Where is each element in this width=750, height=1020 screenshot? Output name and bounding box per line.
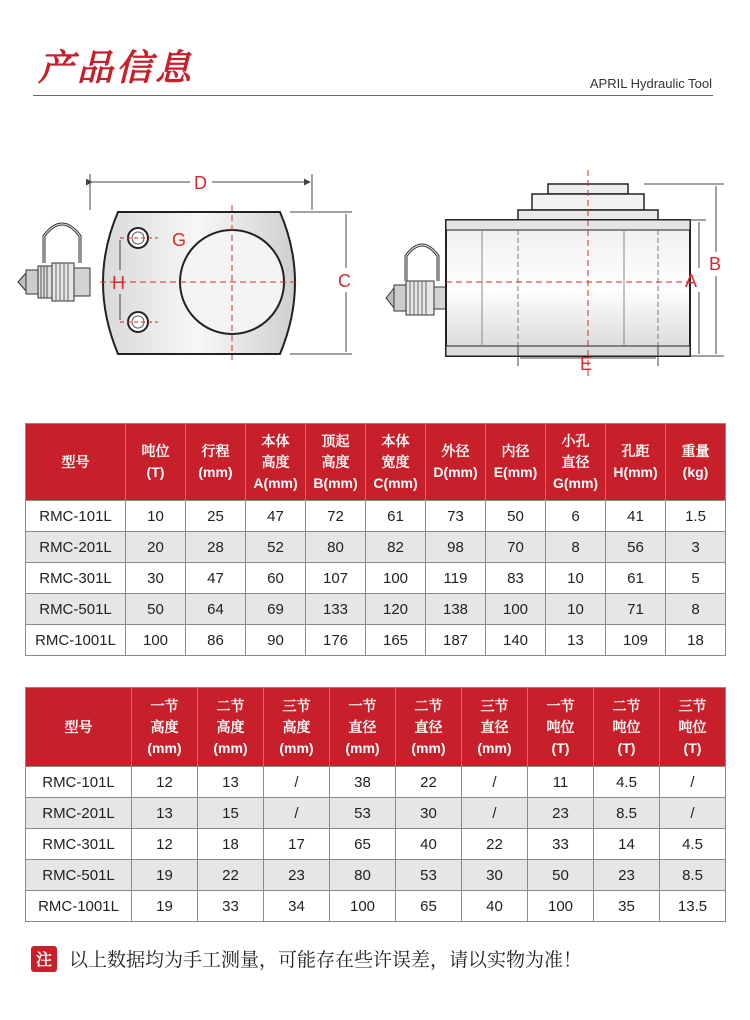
- product-diagram: [0, 160, 750, 390]
- column-header: [198, 688, 264, 767]
- header-line: (T): [551, 739, 570, 756]
- value-cell: 71: [606, 594, 666, 625]
- label-g: G: [172, 230, 187, 250]
- value-cell: 18: [666, 625, 726, 656]
- header-line: 吨位: [141, 443, 170, 459]
- value-cell: 23: [264, 860, 330, 891]
- header-line: 行程: [201, 443, 230, 459]
- value-cell: 47: [246, 501, 306, 532]
- column-header: [606, 424, 666, 501]
- value-cell: 6: [546, 501, 606, 532]
- value-cell: 40: [396, 829, 462, 860]
- header-line: (mm): [279, 739, 314, 756]
- value-cell: 33: [198, 891, 264, 922]
- value-cell: 52: [246, 532, 306, 563]
- spec-table-stages: [25, 687, 726, 922]
- value-cell: 35: [594, 891, 660, 922]
- value-cell: 70: [486, 532, 546, 563]
- value-cell: 69: [246, 594, 306, 625]
- value-cell: 13: [198, 767, 264, 798]
- label-b: B: [709, 254, 722, 274]
- header-line: 一节: [546, 697, 575, 714]
- model-cell: RMC-101L: [26, 501, 126, 532]
- header-line: (T): [617, 739, 636, 756]
- model-cell: RMC-1001L: [26, 625, 126, 656]
- header-line: 内径: [501, 443, 530, 459]
- value-cell: 61: [606, 563, 666, 594]
- header-line: 小孔: [561, 432, 590, 449]
- value-cell: 100: [330, 891, 396, 922]
- model-cell: RMC-1001L: [26, 891, 132, 922]
- header-line: 型号: [61, 453, 90, 470]
- value-cell: 65: [396, 891, 462, 922]
- value-cell: 100: [486, 594, 546, 625]
- value-cell: 11: [528, 767, 594, 798]
- header-line: 吨位: [678, 718, 707, 735]
- note-icon: 注: [31, 946, 57, 972]
- value-cell: 50: [528, 860, 594, 891]
- value-cell: 50: [126, 594, 186, 625]
- header-line: 高度: [282, 718, 311, 735]
- value-cell: 8: [666, 594, 726, 625]
- value-cell: 8: [546, 532, 606, 563]
- header-line: B(mm): [313, 474, 358, 491]
- value-cell: 80: [330, 860, 396, 891]
- value-cell: 138: [426, 594, 486, 625]
- header-line: (T): [146, 464, 165, 480]
- model-cell: RMC-201L: [26, 532, 126, 563]
- value-cell: 38: [330, 767, 396, 798]
- column-header: [306, 424, 366, 501]
- model-cell: RMC-301L: [26, 829, 132, 860]
- header-line: 重量: [681, 443, 710, 459]
- page-title: 产品信息: [38, 47, 195, 89]
- header-line: 三节: [678, 697, 707, 714]
- model-cell: RMC-201L: [26, 798, 132, 829]
- header-divider: [33, 95, 713, 96]
- top-view: [18, 173, 352, 360]
- value-cell: /: [264, 798, 330, 829]
- label-d: D: [194, 173, 207, 193]
- value-cell: 14: [594, 829, 660, 860]
- value-cell: 15: [198, 798, 264, 829]
- value-cell: /: [660, 767, 726, 798]
- value-cell: 72: [306, 501, 366, 532]
- header-line: 顶起: [321, 432, 350, 449]
- value-cell: 30: [462, 860, 528, 891]
- header-line: (mm): [147, 739, 182, 756]
- label-a: A: [685, 271, 698, 291]
- column-header: [666, 424, 726, 501]
- note-text: 以上数据均为手工测量，可能存在些许误差，请以实物为准！: [69, 949, 583, 971]
- value-cell: 5: [666, 563, 726, 594]
- header-line: 二节: [612, 697, 641, 714]
- value-cell: 53: [396, 860, 462, 891]
- value-cell: 4.5: [660, 829, 726, 860]
- table-row: [26, 501, 726, 532]
- value-cell: 119: [426, 563, 486, 594]
- value-cell: 73: [426, 501, 486, 532]
- header-line: E(mm): [493, 464, 538, 480]
- value-cell: 3: [666, 532, 726, 563]
- column-header: [528, 688, 594, 767]
- value-cell: /: [462, 798, 528, 829]
- value-cell: 4.5: [594, 767, 660, 798]
- header-line: 型号: [64, 718, 93, 735]
- value-cell: 10: [126, 501, 186, 532]
- value-cell: 13.5: [660, 891, 726, 922]
- label-e: E: [580, 354, 593, 374]
- value-cell: 80: [306, 532, 366, 563]
- value-cell: 33: [528, 829, 594, 860]
- header-line: (kg): [682, 464, 709, 480]
- value-cell: 40: [462, 891, 528, 922]
- table-row: [26, 891, 726, 922]
- value-cell: 83: [486, 563, 546, 594]
- value-cell: 47: [186, 563, 246, 594]
- brand-label: APRIL Hydraulic Tool: [589, 76, 712, 91]
- header-line: 直径: [480, 718, 509, 735]
- header-line: (mm): [345, 739, 380, 756]
- column-header: [396, 688, 462, 767]
- value-cell: 22: [198, 860, 264, 891]
- value-cell: /: [660, 798, 726, 829]
- value-cell: 107: [306, 563, 366, 594]
- value-cell: 18: [198, 829, 264, 860]
- value-cell: 56: [606, 532, 666, 563]
- column-header: [126, 424, 186, 501]
- model-cell: RMC-301L: [26, 563, 126, 594]
- value-cell: 25: [186, 501, 246, 532]
- header-line: G(mm): [552, 474, 599, 491]
- value-cell: 100: [366, 563, 426, 594]
- table-row: [26, 625, 726, 656]
- value-cell: 41: [606, 501, 666, 532]
- value-cell: 19: [132, 860, 198, 891]
- value-cell: 65: [330, 829, 396, 860]
- header-line: 直径: [561, 453, 590, 470]
- value-cell: 8.5: [594, 798, 660, 829]
- header-line: 高度: [321, 453, 350, 470]
- header-line: (mm): [411, 739, 446, 756]
- header-line: 高度: [261, 453, 290, 470]
- value-cell: 8.5: [660, 860, 726, 891]
- column-header: [264, 688, 330, 767]
- header-line: 本体: [261, 432, 290, 449]
- value-cell: 61: [366, 501, 426, 532]
- value-cell: 86: [186, 625, 246, 656]
- value-cell: 133: [306, 594, 366, 625]
- header-line: 三节: [480, 697, 509, 714]
- column-header: [462, 688, 528, 767]
- header-line: A(mm): [253, 474, 298, 491]
- value-cell: 60: [246, 563, 306, 594]
- value-cell: 23: [528, 798, 594, 829]
- value-cell: 109: [606, 625, 666, 656]
- value-cell: 1.5: [666, 501, 726, 532]
- header-line: (mm): [198, 464, 233, 480]
- table-row: [26, 532, 726, 563]
- column-header: [594, 688, 660, 767]
- table-row: [26, 594, 726, 625]
- column-header: [186, 424, 246, 501]
- header-line: (mm): [213, 739, 248, 756]
- value-cell: 30: [126, 563, 186, 594]
- value-cell: 140: [486, 625, 546, 656]
- header-line: D(mm): [433, 464, 478, 480]
- value-cell: 12: [132, 829, 198, 860]
- value-cell: 187: [426, 625, 486, 656]
- coupler-fitting: [18, 224, 90, 301]
- header-line: 三节: [282, 697, 311, 714]
- value-cell: 28: [186, 532, 246, 563]
- value-cell: 17: [264, 829, 330, 860]
- header-line: 本体: [381, 432, 410, 449]
- value-cell: 22: [396, 767, 462, 798]
- header-line: 高度: [150, 718, 179, 735]
- value-cell: 165: [366, 625, 426, 656]
- header-line: 一节: [150, 697, 179, 714]
- column-header: [366, 424, 426, 501]
- column-header: [660, 688, 726, 767]
- label-h: H: [112, 273, 125, 293]
- model-cell: RMC-101L: [26, 767, 132, 798]
- header-line: 直径: [348, 718, 377, 735]
- value-cell: 13: [132, 798, 198, 829]
- value-cell: 13: [546, 625, 606, 656]
- value-cell: 98: [426, 532, 486, 563]
- column-header: [26, 688, 132, 767]
- column-header: [426, 424, 486, 501]
- header-line: (mm): [477, 739, 512, 756]
- label-c: C: [338, 271, 351, 291]
- value-cell: 90: [246, 625, 306, 656]
- value-cell: /: [462, 767, 528, 798]
- value-cell: 50: [486, 501, 546, 532]
- header-line: C(mm): [373, 474, 418, 491]
- value-cell: 100: [126, 625, 186, 656]
- table-row: [26, 860, 726, 891]
- model-cell: RMC-501L: [26, 594, 126, 625]
- value-cell: 176: [306, 625, 366, 656]
- header-line: 外径: [441, 443, 470, 459]
- header-line: 高度: [216, 718, 245, 735]
- coupler-fitting-side: [386, 245, 446, 315]
- value-cell: 19: [132, 891, 198, 922]
- column-header: [246, 424, 306, 501]
- table-row: [26, 563, 726, 594]
- column-header: [330, 688, 396, 767]
- value-cell: 64: [186, 594, 246, 625]
- header-line: 吨位: [546, 718, 575, 735]
- value-cell: 120: [366, 594, 426, 625]
- value-cell: 82: [366, 532, 426, 563]
- disclaimer-note: [31, 945, 582, 972]
- value-cell: 53: [330, 798, 396, 829]
- header-line: H(mm): [613, 464, 658, 480]
- header-line: 吨位: [612, 718, 641, 735]
- header-line: 二节: [216, 697, 245, 714]
- column-header: [26, 424, 126, 501]
- header-line: 宽度: [381, 453, 410, 470]
- table-row: [26, 767, 726, 798]
- value-cell: /: [264, 767, 330, 798]
- value-cell: 12: [132, 767, 198, 798]
- value-cell: 20: [126, 532, 186, 563]
- side-view: [386, 170, 724, 380]
- value-cell: 30: [396, 798, 462, 829]
- header-line: 直径: [414, 718, 443, 735]
- value-cell: 100: [528, 891, 594, 922]
- column-header: [546, 424, 606, 501]
- table-row: [26, 798, 726, 829]
- value-cell: 22: [462, 829, 528, 860]
- value-cell: 10: [546, 563, 606, 594]
- header-line: (T): [683, 739, 702, 756]
- header-line: 孔距: [621, 443, 650, 459]
- column-header: [132, 688, 198, 767]
- header-line: 二节: [414, 697, 443, 714]
- model-cell: RMC-501L: [26, 860, 132, 891]
- header-line: 一节: [348, 697, 377, 714]
- value-cell: 23: [594, 860, 660, 891]
- table-row: [26, 829, 726, 860]
- value-cell: 34: [264, 891, 330, 922]
- spec-table-main: [25, 423, 726, 656]
- column-header: [486, 424, 546, 501]
- value-cell: 10: [546, 594, 606, 625]
